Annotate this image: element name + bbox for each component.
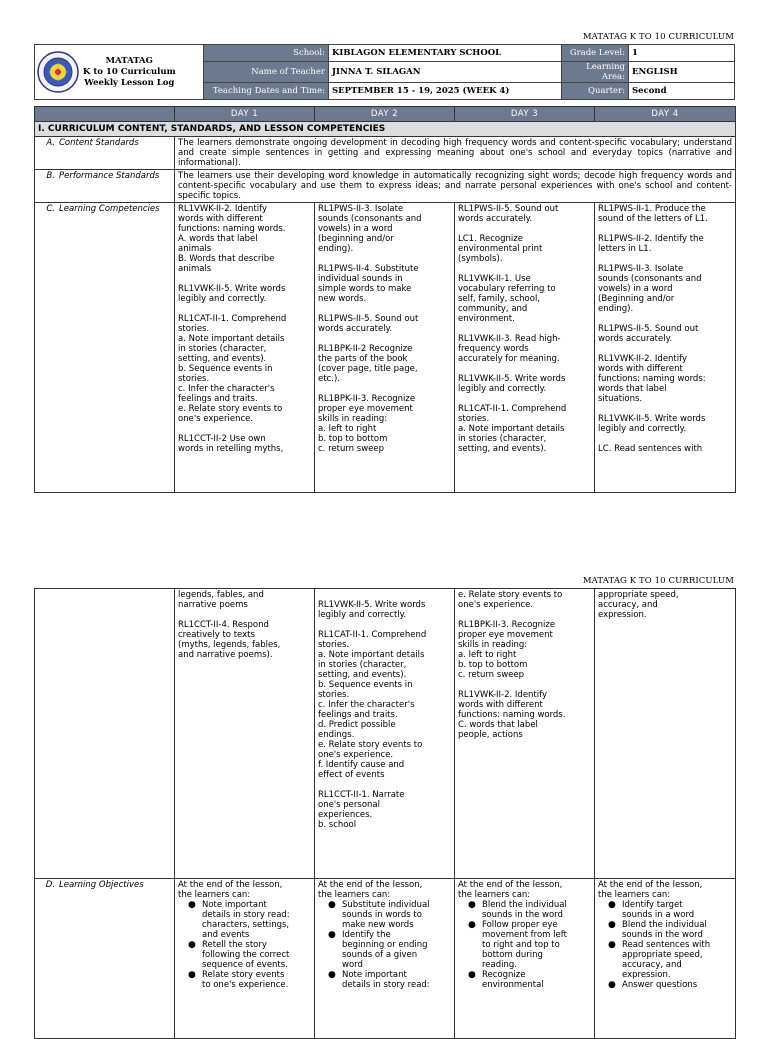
logo-caption: Weekly Lesson Log (84, 77, 175, 88)
objective-item: ● Retell the story following the correct sequence of events. (190, 940, 311, 970)
competencies-day3-cont: e. Relate story events to one's experience. RL1BPK-II-3. Recognize proper eye movement skills in reading: a. left to right b. top to bottom c. return sweep RL1VWK-II-2. Identify words with different functions: naming words. C. words that label people, actions (455, 589, 595, 879)
competencies-continued-label (35, 589, 175, 879)
lesson-table-page2 (34, 588, 736, 1039)
day-header: DAY 3 (455, 107, 595, 122)
dates-label: Teaching Dates and Time: (204, 83, 329, 100)
objectives-day3: At the end of the lesson, the learners can: ● Blend the individual sounds in the word ● Follow proper eye movement from left to right and top to bottom during reading. ● Recognize environmental (455, 879, 595, 1039)
lesson-table-page1 (34, 106, 736, 493)
objective-item: ● Identify the beginning or ending sounds of a given word (330, 930, 451, 970)
objective-item: ● Relate story events to one's experience. (190, 970, 311, 990)
objective-item: ● Recognize environmental (470, 970, 591, 990)
deped-seal-icon (37, 51, 79, 93)
corner-header (35, 107, 175, 122)
grade-value: 1 (629, 45, 735, 62)
objectives-label: D. Learning Objectives (35, 879, 175, 1039)
school-label: School: (204, 45, 329, 62)
section-heading: I. CURRICULUM CONTENT, STANDARDS, AND LESSON COMPETENCIES (35, 122, 736, 137)
objectives-day2: At the end of the lesson, the learners can: ● Substitute individual sounds in words to make new words ● Identify the beginning or ending sounds of a given word ● Note important details in story read: (315, 879, 455, 1039)
competencies-day4-cont: appropriate speed, accuracy, and expression. (595, 589, 736, 879)
logo-subtitle: K to 10 Curriculum (83, 66, 176, 77)
performance-standards-text: The learners use their developing word knowledge in automatically recognizing sight words; decode high frequency words and content-specific vocabulary and use them to express ideas; and narrate personal experiences with one's school and content-specific topics. (175, 170, 736, 203)
day-header: DAY 4 (595, 107, 736, 122)
curriculum-label: MATATAG K TO 10 CURRICULUM (582, 32, 734, 42)
competencies-day1: RL1VWK-II-2. Identify words with different functions: naming words. A. words that label animals B. Words that describe animals RL1VWK-II-5. Write words legibly and correctly. RL1CAT-II-1. Comprehend stories. a. Note important details in stories (character, setting, and events). b. Sequence events in stories. c. Infer the character's feelings and traits. e. Relate story events to one's experience. RL1CCT-II-2 Use own words in retelling myths, (175, 203, 315, 493)
day-header: DAY 2 (315, 107, 455, 122)
objective-item: ● Note important details in story read: (330, 970, 451, 990)
competencies-day4: RL1PWS-II-1. Produce the sound of the letters of L1. RL1PWS-II-2. Identify the letters in L1. RL1PWS-II-3. Isolate sounds (consonants and vowels) in a word (Beginning and/or ending). RL1PWS-II-5. Sound out words accurately. RL1VWK-II-2. Identify words with different functions: naming words: words that label situations. RL1VWK-II-5. Write words legibly and correctly. LC. Read sentences with (595, 203, 736, 493)
quarter-label: Quarter: (562, 83, 629, 100)
content-standards-label: A. Content Standards (35, 137, 175, 170)
area-value: ENGLISH (629, 62, 735, 83)
performance-standards-label: B. Performance Standards (35, 170, 175, 203)
objectives-day4: At the end of the lesson, the learners can: ● Identify target sounds in a word ● Blend the individual sounds in the word ● Read sentences with appropriate speed, accuracy, and expression. ● Answer questions (595, 879, 736, 1039)
content-standards-text: The learners demonstrate ongoing development in decoding high frequency words and content-specific vocabulary; understand and create simple sentences in getting and expressing meaning about one's school and everyday topics (narrative and informational). (175, 137, 736, 170)
objective-item: ● Blend the individual sounds in the word (470, 900, 591, 920)
school-value: KIBLAGON ELEMENTARY SCHOOL (329, 45, 562, 62)
objective-item: ● Read sentences with appropriate speed, accuracy, and expression. (610, 940, 732, 980)
area-label: Learning Area: (562, 62, 629, 83)
curriculum-label: MATATAG K TO 10 CURRICULUM (582, 576, 734, 586)
objective-item: ● Substitute individual sounds in words to make new words (330, 900, 451, 930)
competencies-label: C. Learning Competencies (35, 203, 175, 493)
teacher-value: JINNA T. SILAGAN (329, 62, 562, 83)
competencies-day2: RL1PWS-II-3. Isolate sounds (consonants and vowels) in a word (beginning and/or ending). RL1PWS-II-4. Substitute individual sounds in simple words to make new words. RL1PWS-II-5. Sound out words accurately. RL1BPK-II-2 Recognize the parts of the book (cover page, title page, etc.). RL1BPK-II-3. Recognize proper eye movement skills in reading: a. left to right b. top to bottom c. return sweep (315, 203, 455, 493)
objective-item: ● Blend the individual sounds in the word (610, 920, 732, 940)
objective-item: ● Note important details in story read: characters, settings, and events (190, 900, 311, 940)
day-header: DAY 1 (175, 107, 315, 122)
objective-item: ● Identify target sounds in a word (610, 900, 732, 920)
dates-value: SEPTEMBER 15 - 19, 2025 (WEEK 4) (329, 83, 562, 100)
grade-label: Grade Level: (562, 45, 629, 62)
competencies-day1-cont: legends, fables, and narrative poems RL1CCT-II-4. Respond creatively to texts (myths, legends, fables, and narrative poems). (175, 589, 315, 879)
header-table (34, 44, 735, 100)
teacher-label: Name of Teacher (204, 62, 329, 83)
objective-item: ● Follow proper eye movement from left to right and top to bottom during reading. (470, 920, 591, 970)
objectives-day1: At the end of the lesson, the learners can: ● Note important details in story read: characters, settings, and events ● Retell the story following the correct sequence of events. ● Relate story events to one's experience. (175, 879, 315, 1039)
competencies-day3: RL1PWS-II-5. Sound out words accurately. LC1. Recognize environmental print (symbols). RL1VWK-II-1. Use vocabulary referring to self, family, school, community, and environment. RL1VWK-II-3. Read high- frequency words accurately for meaning. RL1VWK-II-5. Write words legibly and correctly. RL1CAT-II-1. Comprehend stories. a. Note important details in stories (character, setting, and events). (455, 203, 595, 493)
competencies-day2-cont: RL1VWK-II-5. Write words legibly and correctly. RL1CAT-II-1. Comprehend stories. a. Note important details in stories (character, setting, and events). b. Sequence events in stories. c. Infer the character's feelings and traits. d. Predict possible endings. e. Relate story events to one's experience. f. Identify cause and effect of events RL1CCT-II-1. Narrate one's personal experiences. b. school (315, 589, 455, 879)
logo-cell (35, 45, 204, 100)
objective-item: ● Answer questions (610, 980, 732, 990)
logo-title: MATATAG (105, 55, 153, 66)
quarter-value: Second (629, 83, 735, 100)
